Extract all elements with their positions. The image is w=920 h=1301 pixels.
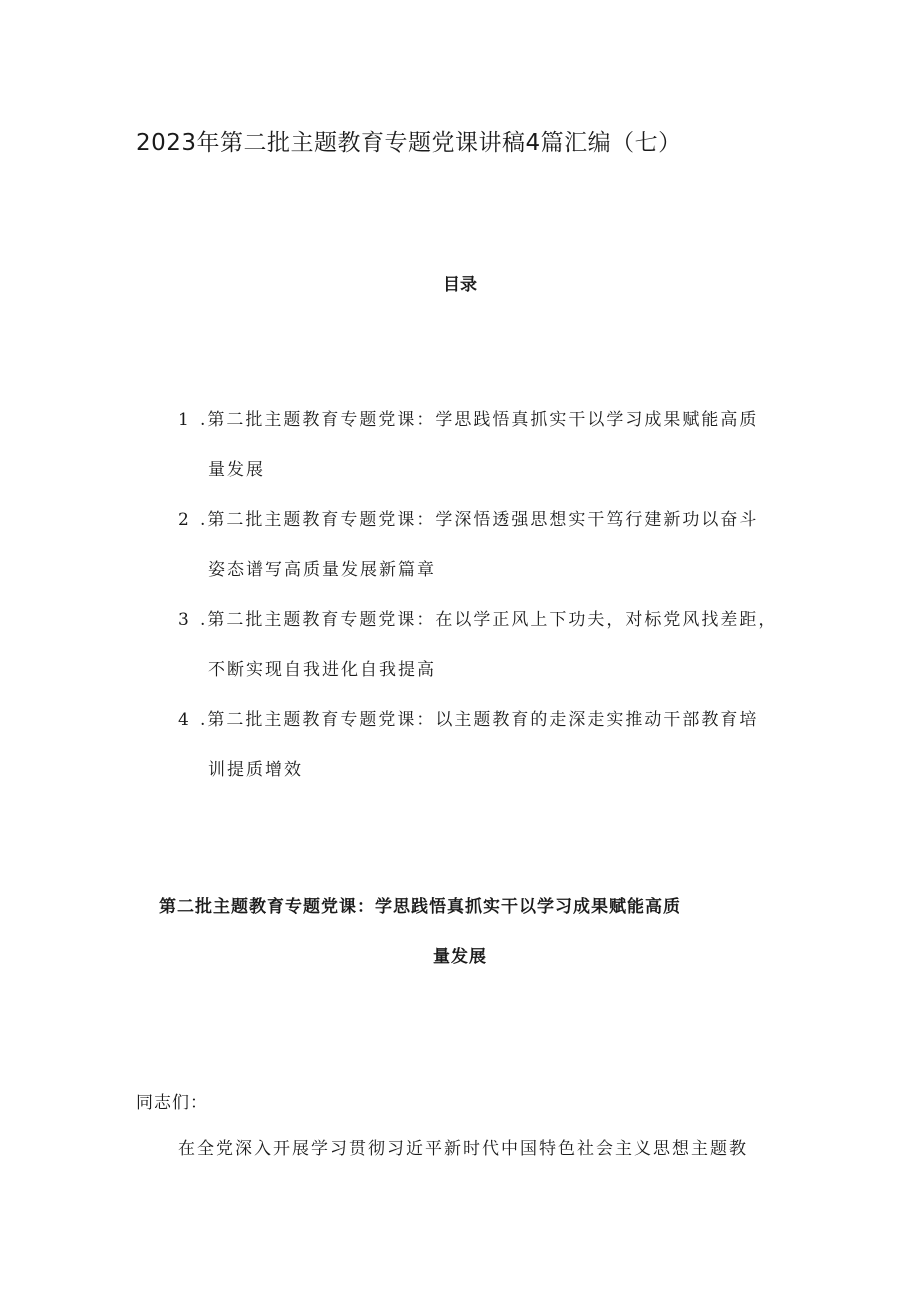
toc-item-4-line2: 训提质增效: [208, 760, 303, 780]
toc-item-1-text: .第二批主题教育专题党课：学思践悟真抓实干以学习成果赋能高质: [200, 410, 759, 430]
toc-item-2-line2: 姿态谱写高质量发展新篇章: [208, 560, 436, 580]
toc-item-1[interactable]: [178, 404, 818, 504]
section-title-line1: [0, 892, 920, 917]
toc-item-1-line1: [178, 412, 758, 429]
toc-item-2-number: 2: [178, 510, 189, 530]
toc-item-3-line2: 不断实现自我进化自我提高: [208, 660, 436, 680]
section-title-line1-text: 第二批主题教育专题党课：学思践悟真抓实干以学习成果赋能高质: [159, 897, 681, 917]
toc-item-1-line2: 量发展: [208, 460, 265, 480]
section-title-line2: 量发展: [433, 947, 487, 967]
toc-item-3-line1: [178, 612, 777, 629]
toc-heading: 目录: [443, 275, 477, 295]
body-paragraph: 在全党深入开展学习贯彻习近平新时代中国特色社会主义思想主题教: [178, 1139, 748, 1159]
toc-item-2-line1: [178, 512, 758, 529]
toc-item-3[interactable]: [178, 604, 818, 704]
toc-item-2[interactable]: [178, 504, 818, 604]
toc-item-1-number: 1: [178, 410, 189, 430]
toc-item-3-text: .第二批主题教育专题党课：在以学正风上下功夫，对标党风找差距，: [200, 610, 778, 630]
table-of-contents: [178, 404, 818, 804]
toc-item-3-number: 3: [178, 610, 189, 630]
toc-item-4-line1: [178, 712, 758, 729]
toc-item-4-text: .第二批主题教育专题党课：以主题教育的走深走实推动干部教育培: [200, 710, 759, 730]
toc-item-4-number: 4: [178, 710, 189, 730]
toc-item-2-text: .第二批主题教育专题党课：学深悟透强思想实干笃行建新功以奋斗: [200, 510, 759, 530]
document-title: 2023年第二批主题教育专题党课讲稿4篇汇编（七）: [136, 130, 682, 156]
toc-item-4[interactable]: [178, 704, 818, 804]
salutation: 同志们：: [136, 1093, 208, 1113]
